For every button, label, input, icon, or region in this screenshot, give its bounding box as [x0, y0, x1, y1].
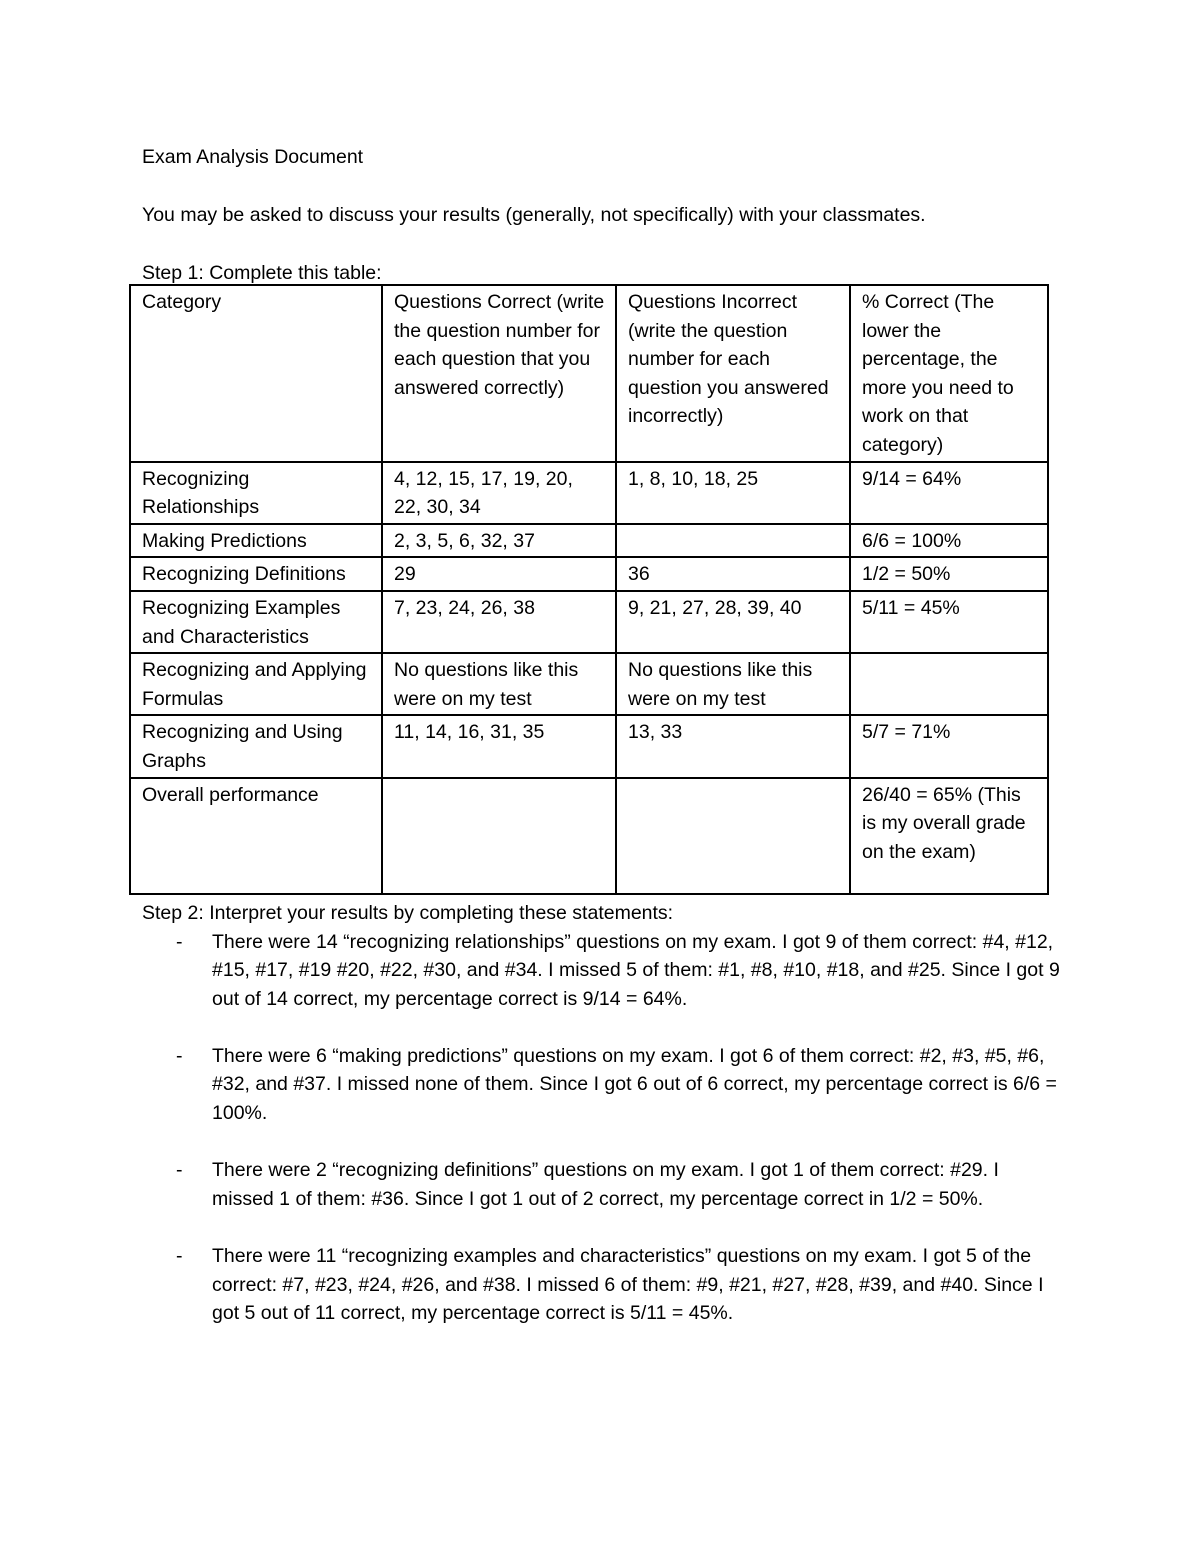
category-cell: Recognizing and Using Graphs	[130, 715, 382, 777]
correct-cell: 4, 12, 15, 17, 19, 20, 22, 30, 34	[382, 462, 616, 524]
intro-text: You may be asked to discuss your results (generally, not specifically) with your classmates.	[142, 204, 926, 226]
bullet-dash: -	[176, 930, 183, 953]
statement-text: There were 11 “recognizing examples and characteristics” questions on my exam. I got 5 of the correct: #7, #23, #24, #26, and #38. I missed 6 of them: #9, #21, #27, #28, #39, and #40. Since I got 5 out of 11 correct, my percentage correct is 5/11 = 45%.	[212, 1245, 1044, 1325]
table-row	[130, 715, 1048, 777]
header-category: Category	[130, 285, 382, 462]
incorrect-cell: 1, 8, 10, 18, 25	[616, 462, 850, 524]
bullet-dash: -	[176, 1245, 183, 1268]
category-cell: Recognizing Definitions	[130, 557, 382, 591]
percent-cell: 5/7 = 71%	[850, 715, 1048, 777]
percent-cell: 6/6 = 100%	[850, 524, 1048, 558]
table-header-row	[130, 285, 1048, 462]
statement-item	[142, 1242, 1062, 1328]
incorrect-cell: 36	[616, 557, 850, 591]
percent-cell	[850, 653, 1048, 715]
step2-section	[142, 899, 1062, 1356]
document-title: Exam Analysis Document	[142, 146, 364, 168]
step2-heading: Step 2: Interpret your results by completing these statements:	[142, 902, 674, 924]
header-questions-correct: Questions Correct (write the question number for each question that you answered correctly)	[382, 285, 616, 462]
incorrect-cell: 13, 33	[616, 715, 850, 777]
header-questions-incorrect: Questions Incorrect (write the question number for each question you answered incorrectly)	[616, 285, 850, 462]
step1-heading: Step 1: Complete this table:	[142, 262, 382, 284]
correct-cell	[382, 778, 616, 894]
table-row	[130, 653, 1048, 715]
statement-text: There were 2 “recognizing definitions” questions on my exam. I got 1 of them correct: #29. I missed 1 of them: #36. Since I got 1 out of 2 correct, my percentage correct in 1/2 = 50%.	[212, 1159, 999, 1210]
table-row	[130, 557, 1048, 591]
incorrect-cell	[616, 524, 850, 558]
category-cell: Recognizing Examples and Characteristics	[130, 591, 382, 653]
correct-cell: 2, 3, 5, 6, 32, 37	[382, 524, 616, 558]
statement-item	[142, 928, 1062, 1014]
statement-item	[142, 1156, 1062, 1213]
category-cell: Recognizing and Applying Formulas	[130, 653, 382, 715]
incorrect-cell	[616, 778, 850, 894]
document-page	[142, 143, 1062, 1325]
correct-cell: 7, 23, 24, 26, 38	[382, 591, 616, 653]
percent-cell: 26/40 = 65% (This is my overall grade on the exam)	[850, 778, 1048, 894]
analysis-table	[129, 284, 1049, 895]
correct-cell: 29	[382, 557, 616, 591]
table-row	[130, 778, 1048, 894]
correct-cell: No questions like this were on my test	[382, 653, 616, 715]
percent-cell: 1/2 = 50%	[850, 557, 1048, 591]
header-percent-correct: % Correct (The lower the percentage, the more you need to work on that category)	[850, 285, 1048, 462]
percent-cell: 9/14 = 64%	[850, 462, 1048, 524]
percent-cell: 5/11 = 45%	[850, 591, 1048, 653]
table-row	[130, 462, 1048, 524]
statement-text: There were 14 “recognizing relationships” questions on my exam. I got 9 of them correct: #4, #12, #15, #17, #19 #20, #22, #30, and #34. I missed 5 of them: #1, #8, #10, #18, and #25. Since I got 9 out of 14 correct, my percentage correct is 9/14 = 64%.	[212, 930, 1060, 1010]
bullet-dash: -	[176, 1044, 183, 1067]
correct-cell: 11, 14, 16, 31, 35	[382, 715, 616, 777]
statement-text: There were 6 “making predictions” questions on my exam. I got 6 of them correct: #2, #3, #5, #6, #32, and #37. I missed none of them. Since I got 6 out of 6 correct, my percentage correct is 6/6 = 100%.	[212, 1044, 1057, 1125]
bullet-dash: -	[176, 1159, 183, 1182]
category-cell: Recognizing Relationships	[130, 462, 382, 524]
incorrect-cell: No questions like this were on my test	[616, 653, 850, 715]
table-row	[130, 591, 1048, 653]
table-row	[130, 524, 1048, 558]
statement-item	[142, 1042, 1062, 1128]
incorrect-cell: 9, 21, 27, 28, 39, 40	[616, 591, 850, 653]
category-cell: Making Predictions	[130, 524, 382, 558]
category-cell: Overall performance	[130, 778, 382, 894]
